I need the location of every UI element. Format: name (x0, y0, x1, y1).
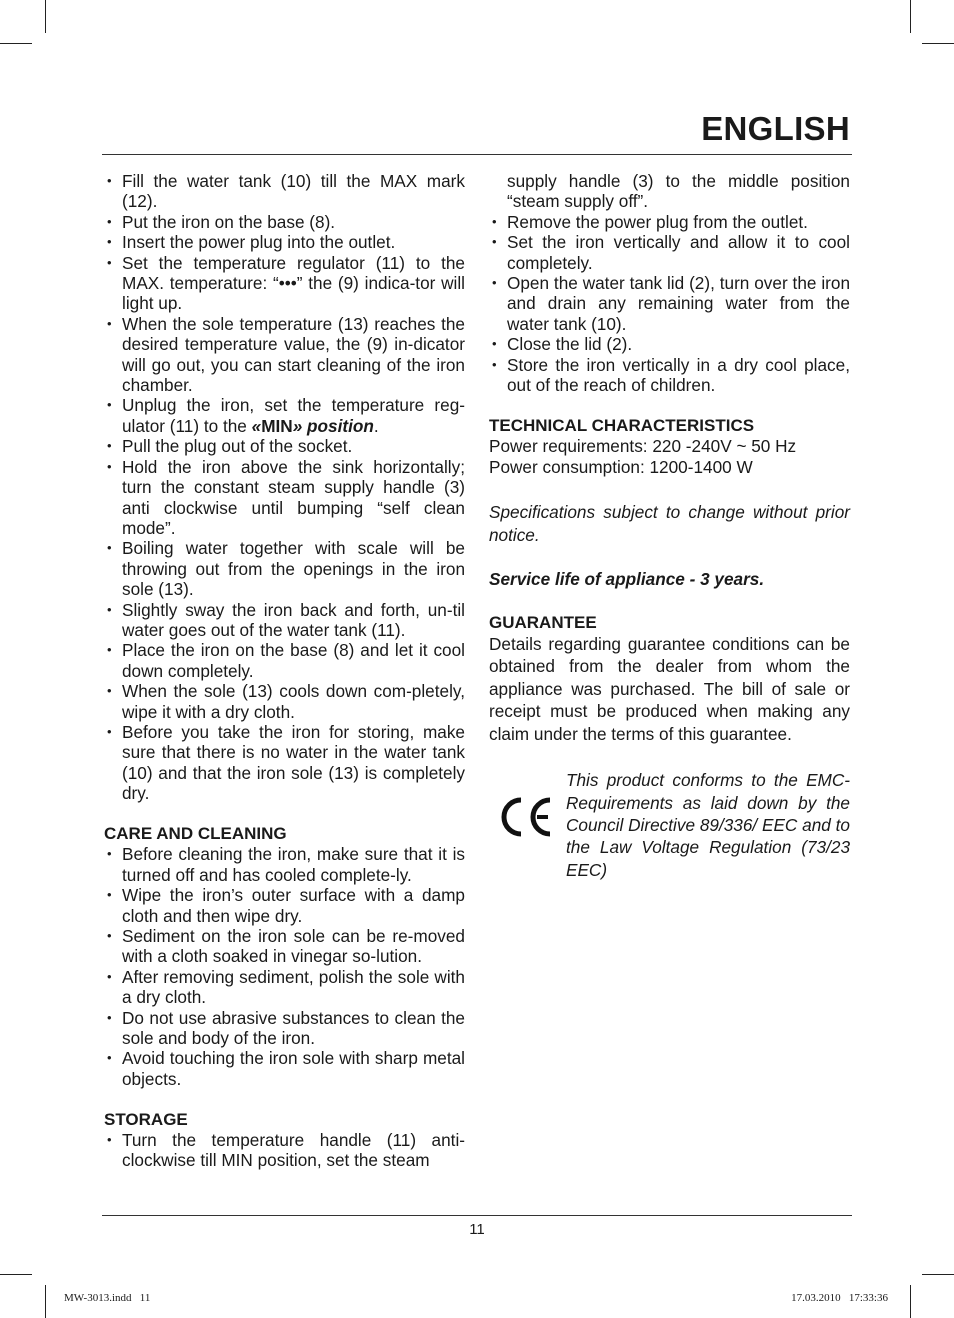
top-rule (102, 154, 852, 155)
list-item: • Place the iron on the base (8) and let it cool down completely. (104, 640, 465, 681)
ce-block (489, 769, 850, 889)
crop-mark (45, 1285, 46, 1318)
emphasis-min: MIN (261, 415, 293, 436)
storage-list-continued (489, 171, 850, 395)
list-item: • Sediment on the iron sole can be re-moved with a cloth soaked in vinegar so-lution. (104, 926, 465, 967)
right-column (489, 171, 850, 889)
list-item: • Before you take the iron for storing, make sure that there is no water in the water tank (10) and that the iron sole (13) is completely dry. (104, 722, 465, 804)
care-heading: CARE AND CLEANING (104, 823, 287, 843)
list-item: • Boiling water together with scale will be throwing out from the openings in the iron sole (13). (104, 538, 465, 599)
storage-heading: STORAGE (104, 1109, 188, 1129)
storage-list (104, 1130, 465, 1171)
list-item-text: Unplug the iron, set the temperature reg-ulator (11) to the (122, 395, 465, 436)
list-item: • After removing sediment, polish the sole with a dry cloth. (104, 967, 465, 1008)
list-item: • Set the iron vertically and allow it to cool completely. (489, 232, 850, 273)
list-item: • Do not use abrasive substances to clean the sole and body of the iron. (104, 1008, 465, 1049)
crop-mark (45, 0, 46, 33)
crop-mark (910, 1285, 911, 1318)
list-item: • Fill the water tank (10) till the MAX mark (12). (104, 171, 465, 212)
list-item: • Put the iron on the base (8). (104, 212, 465, 232)
list-item (104, 395, 465, 436)
list-item: • Wipe the iron’s outer surface with a damp cloth and then wipe dry. (104, 885, 465, 926)
list-item: • Pull the plug out of the socket. (104, 436, 465, 456)
list-item: • Open the water tank lid (2), turn over the iron and drain any remaining water from the water tank (10). (489, 273, 850, 334)
left-column (104, 171, 465, 1171)
page-number: 11 (469, 1221, 485, 1238)
list-item: • When the sole temperature (13) reaches the desired temperature value, the (9) in-dicator will go out, you can start cleaning of the iron chamber. (104, 314, 465, 396)
list-item: • When the sole (13) cools down com-pletely, wipe it with a dry cloth. (104, 681, 465, 722)
ce-conformity-text: This product conforms to the EMC-Requirements as laid down by the Council Directive 89/336/ EEC and to the Law Voltage Regulation (73/23 EEC) (566, 770, 850, 880)
power-consumption: Power consumption: 1200-1400 W (489, 456, 753, 477)
guarantee-text: Details regarding guarantee conditions can be obtained from the dealer from whom the appliance was purchased. The bill of sale or receipt must be produced when making any claim under the terms of this guarantee. (489, 633, 850, 744)
crop-mark (922, 43, 954, 44)
list-item: • Turn the temperature handle (11) anti-clockwise till MIN position, set the steam (104, 1130, 465, 1171)
list-item-continued (489, 171, 850, 212)
print-slug-timestamp: 17.03.2010 17:33:36 (791, 1292, 888, 1304)
list-item-text: supply handle (3) to the middle position “steam supply off”. (507, 171, 850, 212)
list-item-suffix: . (373, 415, 379, 436)
cleaning-steps-list (104, 171, 465, 804)
list-item: • Set the temperature regulator (11) to the MAX. temperature: “•••” the (9) indica-tor will light up. (104, 253, 465, 314)
spec-notice: Specifications subject to change without prior notice. (489, 502, 850, 545)
language-heading: ENGLISH (701, 110, 850, 147)
crop-mark (0, 43, 32, 44)
list-item: • Before cleaning the iron, make sure that it is turned off and has cooled complete-ly. (104, 844, 465, 885)
crop-mark (0, 1274, 32, 1275)
care-list (104, 844, 465, 1089)
tech-heading: TECHNICAL CHARACTERISTICS (489, 415, 755, 435)
crop-mark (910, 0, 911, 33)
list-item: • Store the iron vertically in a dry cool place, out of the reach of children. (489, 355, 850, 396)
list-item: • Hold the iron above the sink horizontally; turn the constant steam supply handle (3) anti clockwise until bumping “self clean mode”. (104, 457, 465, 539)
bottom-rule (102, 1215, 852, 1216)
list-item: • Close the lid (2). (489, 334, 850, 354)
crop-mark (922, 1274, 954, 1275)
list-item: • Remove the power plug from the outlet. (489, 212, 850, 232)
emphasis-open: « (251, 415, 262, 436)
ce-mark-icon (501, 797, 553, 837)
print-slug-file: MW-3013.indd 11 (64, 1292, 151, 1304)
power-requirements: Power requirements: 220 -240V ~ 50 Hz (489, 436, 797, 457)
list-item: • Slightly sway the iron back and forth, un-til water goes out of the water tank (11). (104, 600, 465, 641)
service-life: Service life of appliance - 3 years. (489, 569, 765, 590)
list-item: • Avoid touching the iron sole with sharp metal objects. (104, 1048, 465, 1089)
list-item: • Insert the power plug into the outlet. (104, 232, 465, 252)
emphasis-position: » position (292, 415, 374, 436)
guarantee-heading: GUARANTEE (489, 612, 597, 632)
